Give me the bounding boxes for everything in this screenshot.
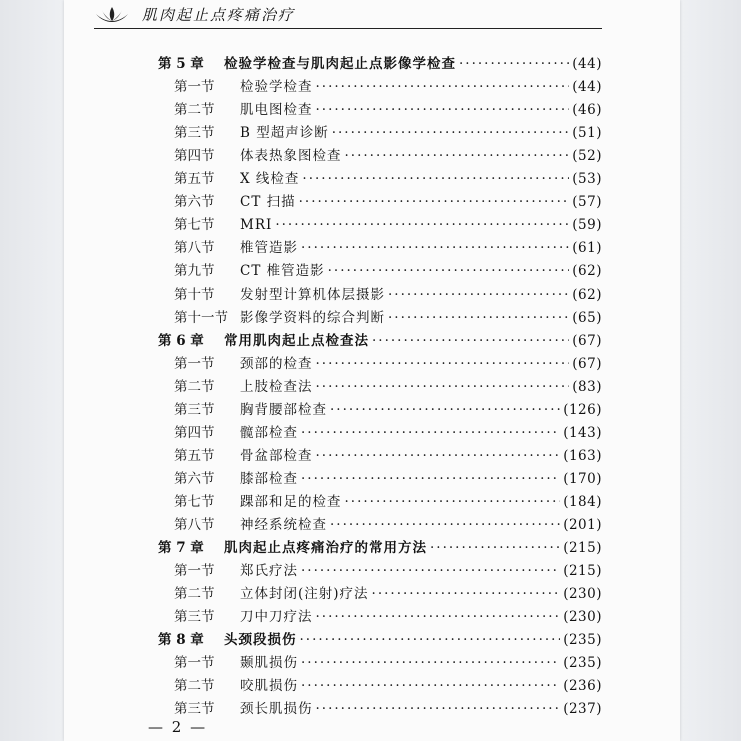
running-title: 肌肉起止点疼痛治疗 (142, 6, 296, 24)
dot-leader (301, 422, 560, 444)
dot-leader (330, 399, 560, 421)
toc-chapter-row[interactable] (158, 330, 602, 352)
toc-section-row[interactable] (174, 652, 602, 674)
toc-section-row[interactable] (174, 284, 602, 306)
toc-section-row[interactable] (174, 514, 602, 536)
section-number: 第二节 (174, 102, 215, 119)
toc-page-number: (215) (563, 563, 602, 580)
page-number: — 2 — (148, 718, 208, 736)
toc-chapter-row[interactable] (158, 629, 602, 651)
dot-leader (301, 675, 560, 697)
dot-leader (316, 606, 561, 628)
section-title: 膝部检查 (240, 470, 298, 487)
section-number: 第一节 (174, 79, 215, 96)
section-title: 神经系统检查 (240, 517, 327, 533)
chapter-number: 第 6 章 (158, 332, 204, 349)
toc-section-row[interactable] (174, 307, 602, 329)
section-number: 第二节 (174, 678, 215, 695)
section-title: CT 扫描 (240, 194, 296, 211)
section-number: 第十一节 (174, 309, 228, 326)
toc-page-number: (83) (572, 378, 602, 395)
section-title: 颈长肌损伤 (240, 701, 313, 718)
dot-leader (301, 468, 560, 490)
section-title: 肌电图检查 (240, 102, 313, 119)
toc-section-row[interactable] (174, 237, 602, 259)
dot-leader (328, 260, 570, 282)
toc-page-number: (235) (563, 655, 602, 672)
dot-leader (459, 53, 569, 75)
chapter-title: 常用肌肉起止点检查法 (224, 332, 369, 349)
toc-page-number: (143) (563, 424, 602, 441)
section-number: 第三节 (174, 401, 215, 418)
toc-section-row[interactable] (174, 76, 602, 98)
section-title: 检验学检查 (240, 79, 313, 96)
section-number: 第一节 (174, 655, 215, 672)
section-title: MRI (240, 217, 273, 234)
toc-page-number: (126) (563, 401, 602, 418)
toc-page-number: (184) (563, 493, 602, 510)
chapter-title: 肌肉起止点疼痛治疗的常用方法 (224, 540, 427, 557)
dot-leader (302, 168, 569, 190)
dot-leader (316, 99, 570, 121)
dot-leader (316, 698, 561, 720)
section-title: X 线检查 (240, 171, 300, 188)
toc-section-row[interactable] (174, 99, 602, 121)
toc-page-number: (44) (572, 79, 602, 96)
dot-leader (299, 191, 570, 213)
section-title: 椎管造影 (240, 240, 298, 257)
dot-leader (430, 537, 560, 559)
section-number: 第四节 (174, 424, 215, 441)
toc-page-number: (163) (563, 447, 602, 464)
toc-page-number: (59) (572, 217, 602, 234)
section-number: 第七节 (174, 217, 215, 234)
chapter-number: 第 5 章 (158, 56, 204, 72)
section-title: 髋部检查 (240, 424, 298, 441)
section-title: 咬肌损伤 (240, 678, 298, 695)
toc-section-row[interactable] (174, 468, 602, 490)
dot-leader (316, 353, 570, 375)
toc-section-row[interactable] (174, 698, 602, 720)
dot-leader (388, 307, 569, 329)
toc-page-number: (62) (572, 263, 602, 280)
toc-section-row[interactable] (174, 353, 602, 375)
section-number: 第六节 (174, 194, 215, 211)
section-title: 上肢检查法 (240, 378, 313, 395)
toc-page-number: (62) (572, 286, 602, 303)
section-number: 第一节 (174, 355, 215, 372)
toc-section-row[interactable] (174, 491, 602, 513)
toc-page-number: (57) (572, 194, 602, 211)
section-title: B 型超声诊断 (240, 125, 329, 142)
toc-section-row[interactable] (174, 675, 602, 697)
toc-chapter-row[interactable] (158, 53, 602, 75)
section-number: 第四节 (174, 148, 215, 165)
toc-section-row[interactable] (174, 422, 602, 444)
toc-page-number: (46) (572, 102, 602, 119)
toc-page-number: (67) (572, 355, 602, 372)
dot-leader (345, 145, 570, 167)
toc-page-number: (65) (572, 309, 602, 326)
dot-leader (330, 514, 560, 536)
section-number: 第二节 (174, 586, 215, 603)
toc-section-row[interactable] (174, 376, 602, 398)
toc-section-row[interactable] (174, 260, 602, 282)
section-title: 发射型计算机体层摄影 (240, 286, 385, 303)
dot-leader (332, 122, 570, 144)
section-number: 第七节 (174, 493, 215, 510)
dot-leader (345, 491, 561, 513)
toc-section-row[interactable] (174, 145, 602, 167)
toc-section-row[interactable] (174, 445, 602, 467)
section-number: 第三节 (174, 125, 215, 142)
section-title: 踝部和足的检查 (240, 493, 342, 510)
toc-page-number: (52) (572, 148, 602, 165)
section-number: 第八节 (174, 240, 215, 257)
toc-section-row[interactable] (174, 583, 602, 605)
section-number: 第六节 (174, 470, 215, 487)
toc-page-number: (215) (563, 540, 602, 557)
dot-leader (275, 214, 569, 236)
toc-section-row[interactable] (174, 168, 602, 190)
section-title: 体表热象图检查 (240, 148, 342, 165)
toc-page-number: (230) (563, 586, 602, 603)
section-title: 骨盆部检查 (240, 447, 313, 464)
dot-leader (316, 376, 570, 398)
toc-section-row[interactable] (174, 191, 602, 213)
toc-page-number: (236) (563, 678, 602, 695)
chapter-title: 头颈段损伤 (224, 632, 297, 649)
toc-page-number: (235) (563, 632, 602, 649)
section-title: 颞肌损伤 (240, 655, 298, 672)
toc-page-number: (51) (572, 125, 602, 142)
toc-chapter-row[interactable] (158, 537, 602, 559)
dot-leader (300, 629, 561, 651)
section-number: 第三节 (174, 609, 215, 626)
toc-section-row[interactable] (174, 560, 602, 582)
section-number: 第十节 (174, 286, 215, 303)
section-number: 第五节 (174, 171, 215, 188)
toc-page-number: (61) (572, 240, 602, 257)
section-number: 第一节 (174, 563, 215, 580)
section-title: 郑氏疗法 (240, 563, 298, 580)
section-title: CT 椎管造影 (240, 263, 325, 280)
toc-section-row[interactable] (174, 399, 602, 421)
section-number: 第九节 (174, 263, 215, 280)
dot-leader (372, 330, 569, 352)
toc-section-row[interactable] (174, 122, 602, 144)
toc-page-number: (201) (563, 517, 602, 533)
toc-page-number: (44) (572, 56, 602, 72)
dot-leader (301, 652, 560, 674)
toc-section-row[interactable] (174, 606, 602, 628)
dot-leader (372, 583, 561, 605)
chapter-number: 第 7 章 (158, 540, 204, 557)
dot-leader (301, 237, 569, 259)
dot-leader (301, 560, 560, 582)
chapter-number: 第 8 章 (158, 632, 204, 649)
dot-leader (388, 284, 569, 306)
section-number: 第五节 (174, 447, 215, 464)
toc-page-number: (53) (572, 171, 602, 188)
chapter-title: 检验学检查与肌肉起止点影像学检查 (224, 56, 456, 72)
section-title: 颈部的检查 (240, 355, 313, 372)
section-title: 立体封闭(注射)疗法 (240, 586, 369, 603)
toc-section-row[interactable] (174, 214, 602, 236)
section-number: 第八节 (174, 517, 215, 533)
dot-leader (316, 445, 561, 467)
dot-leader (316, 76, 570, 98)
toc-page-number: (237) (563, 701, 602, 718)
toc-page-number: (67) (572, 332, 602, 349)
section-number: 第二节 (174, 378, 215, 395)
toc-page-number: (230) (563, 609, 602, 626)
toc-page-number: (170) (563, 470, 602, 487)
section-title: 胸背腰部检查 (240, 401, 327, 418)
section-title: 影像学资料的综合判断 (240, 309, 385, 326)
section-title: 刀中刀疗法 (240, 609, 313, 626)
section-number: 第三节 (174, 701, 215, 718)
